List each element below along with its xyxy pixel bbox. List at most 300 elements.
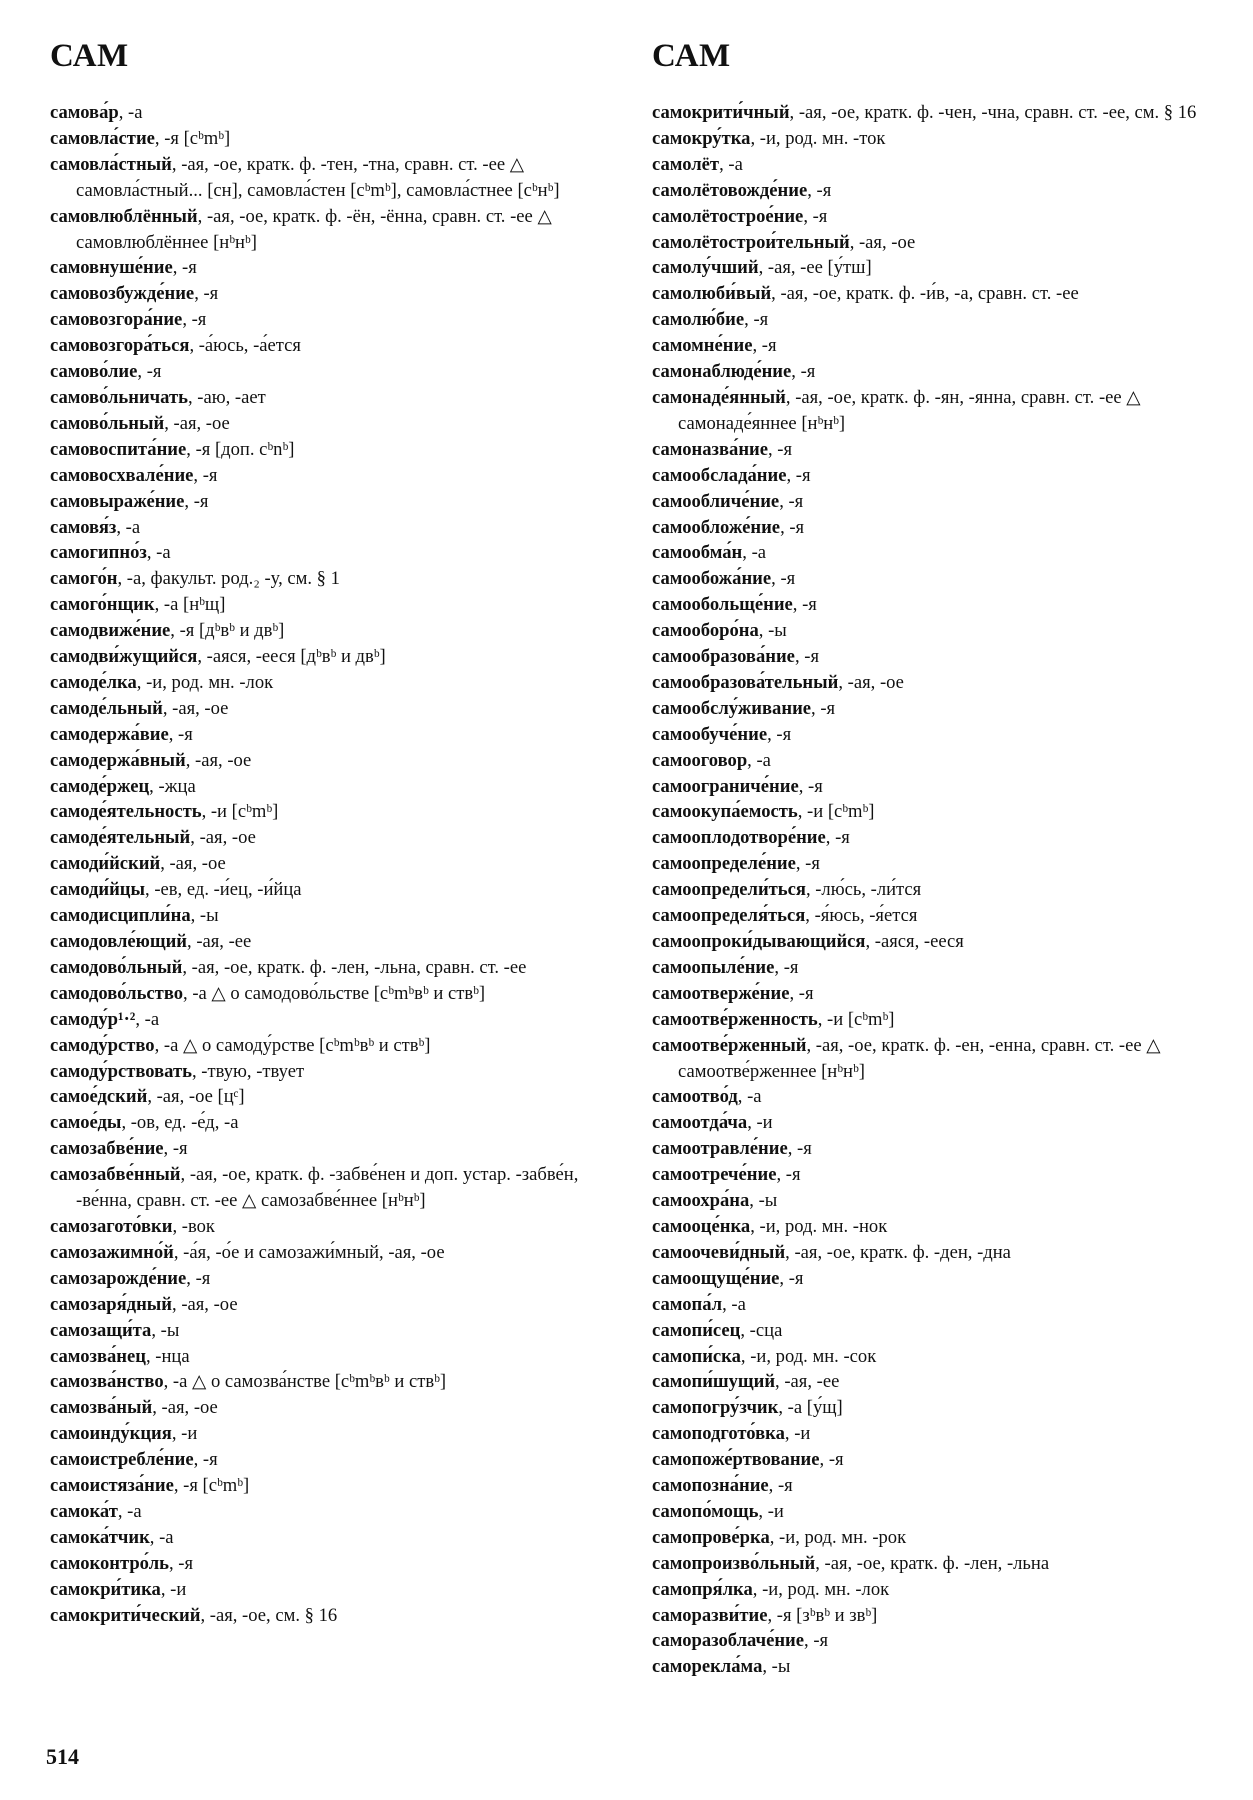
entry-grammar: , -и, род. мн. -лок: [136, 671, 274, 693]
dictionary-entry: [50, 748, 625, 774]
dictionary-entry: [652, 178, 1227, 204]
entry-headword: самооборо́на: [652, 620, 759, 642]
dictionary-entry: [652, 1007, 1227, 1033]
entry-grammar: , -а́я, -о́е и самозажи́мный, -ая, -ое: [173, 1241, 445, 1263]
entry-headword: самопогру́зчик: [652, 1397, 779, 1419]
entry-headword: самого́нщик: [50, 594, 155, 616]
entry-grammar: , -ая, -ое, кратк. ф. -тен, -тна, сравн. ст. -ее △ самовла́стный... [сн], самовла́стен [cᵇmᵇ], самовла́стнее [cᵇнᵇ]: [76, 153, 560, 201]
entry-grammar: , -а [у́щ]: [778, 1397, 843, 1419]
dictionary-entry: [652, 1188, 1227, 1214]
entry-grammar: , -сца: [740, 1319, 783, 1341]
dictionary-entry: [652, 825, 1227, 851]
entry-grammar: , -а: [146, 542, 171, 564]
entry-headword: самообма́н: [652, 542, 743, 564]
entry-grammar: , -ая, -ое, кратк. ф. -ён, -ённа, сравн. ст. -ее △ самовлюблённее [нᵇнᵇ]: [76, 205, 552, 253]
entry-grammar: , -ая, -ое, кратк. ф. -забве́нен и доп. устар. -забве́н, -ве́нна, сравн. ст. -ее △ самозабве́ннее [нᵇнᵇ]: [76, 1164, 579, 1212]
dictionary-entry: [50, 644, 625, 670]
dictionary-entry: [652, 1240, 1227, 1266]
dictionary-entry: [652, 1292, 1227, 1318]
dictionary-entry: [652, 540, 1227, 566]
dictionary-entry: [50, 1369, 625, 1395]
entry-grammar: , -я: [137, 361, 162, 383]
dictionary-entry: [50, 1136, 625, 1162]
dictionary-entry: [652, 1214, 1227, 1240]
entry-headword: саморазви́тие: [652, 1604, 768, 1626]
dictionary-entry: [50, 437, 625, 463]
left-entries: [50, 100, 625, 1628]
dictionary-entry: [50, 126, 625, 152]
entry-headword: самомне́ние: [652, 335, 753, 357]
entry-grammar: , -я: [811, 697, 836, 719]
entry-headword: самоотверже́ние: [652, 982, 790, 1004]
entry-grammar: , -а́юсь, -а́ется: [189, 335, 301, 357]
entry-headword: самозва́нец: [50, 1345, 146, 1367]
dictionary-entry: [50, 1499, 625, 1525]
dictionary-entry: [50, 955, 625, 981]
entry-headword: самово́льный: [50, 412, 165, 434]
entry-grammar: , -а: [135, 1008, 160, 1030]
dictionary-entry: [50, 540, 625, 566]
dictionary-entry: [652, 515, 1227, 541]
entry-headword: самовла́стный: [50, 153, 172, 175]
entry-headword: самодвиже́ние: [50, 620, 171, 642]
entry-grammar: , -ая, -ое, кратк. ф. -чен, -чна, сравн. ст. -ее, см. § 16: [789, 102, 1197, 123]
dictionary-entry: [50, 1473, 625, 1499]
dictionary-entry: [50, 1292, 625, 1318]
entry-headword: самоотравле́ние: [652, 1138, 788, 1160]
dictionary-entry: [50, 566, 625, 592]
dictionary-entry: [50, 489, 625, 515]
entry-grammar: , -я [доп. cᵇnᵇ]: [186, 438, 295, 460]
dictionary-entry: [50, 1525, 625, 1551]
entry-headword: самообольще́ние: [652, 594, 793, 616]
entry-grammar: , -ая, -ое, кратк. ф. -лен, -льна: [815, 1552, 1050, 1574]
entry-grammar: , -я: [774, 956, 799, 978]
entry-grammar: , -я: [780, 516, 805, 538]
entry-grammar: , -ая, -ое: [162, 697, 229, 719]
entry-grammar: , -я: [807, 179, 832, 201]
entry-grammar: , -а △ о самоду́рстве [cᵇmᵇвᵇ и ствᵇ]: [154, 1034, 431, 1056]
entry-grammar: , -и [cᵇmᵇ]: [201, 801, 279, 823]
entry-grammar: , -ев, ед. -и́ец, -и́йца: [145, 879, 302, 901]
entry-grammar: , -я: [744, 309, 769, 331]
dictionary-entry: [50, 1033, 625, 1059]
dictionary-entry: [652, 204, 1227, 230]
entry-headword: самопозна́ние: [652, 1475, 769, 1497]
entry-headword: самоопыле́ние: [652, 956, 775, 978]
entry-headword: самоpекла́ма: [652, 1656, 763, 1678]
dictionary-entry: [652, 981, 1227, 1007]
entry-headword: самодово́льство: [50, 982, 184, 1004]
entry-grammar: , -а: [742, 542, 767, 564]
entry-headword: самодовле́ющий: [50, 931, 188, 952]
entry-headword: самопрове́рка: [652, 1526, 770, 1548]
entry-headword: самолётострое́ние: [652, 205, 804, 227]
entry-grammar: , -я [cᵇmᵇ]: [173, 1475, 250, 1497]
entry-grammar: , -я: [792, 594, 817, 616]
entry-headword: самоде́ятельность: [50, 801, 202, 823]
entry-headword: самоокупа́емость: [652, 801, 798, 823]
entry-grammar: , -ы: [749, 1190, 778, 1212]
entry-grammar: , -я: [168, 723, 193, 745]
entry-grammar: , -и: [758, 1500, 784, 1522]
entry-headword: самоопредели́ться: [652, 879, 806, 901]
entry-headword: самово́лие: [50, 361, 138, 383]
dictionary-entry: [50, 825, 625, 851]
entry-headword: самова́р: [50, 102, 119, 123]
entry-grammar: , -я [зᵇвᵇ и звᵇ]: [767, 1604, 878, 1626]
entry-headword: самоконтро́ль: [50, 1552, 169, 1574]
entry-grammar: , -я: [184, 490, 209, 512]
entry-headword: самопа́л: [652, 1293, 723, 1315]
entry-grammar: , -ов, ед. -е́д, -а: [121, 1112, 239, 1134]
entry-headword: самовнуше́ние: [50, 257, 173, 279]
dictionary-entry: [652, 437, 1227, 463]
entry-grammar: , -я: [776, 1164, 801, 1186]
entry-grammar: , -ая, -ое, кратк. ф. -ден, -дна: [785, 1241, 1011, 1263]
dictionary-entry: [652, 1369, 1227, 1395]
entry-grammar: , -я: [794, 646, 819, 668]
dictionary-entry: [652, 748, 1227, 774]
entry-grammar: , -а: [747, 749, 771, 771]
entry-grammar: , -и, род. мн. -лок: [752, 1578, 890, 1600]
entry-headword: самоду́р¹·²: [50, 1008, 136, 1030]
dictionary-entry: [652, 929, 1227, 955]
entry-grammar: , -я: [798, 775, 823, 797]
entry-grammar: , -я: [163, 1138, 188, 1160]
entry-grammar: , -ая, -ее: [775, 1371, 840, 1393]
entry-headword: самодержа́вие: [50, 723, 169, 745]
entry-headword: самозарожде́ние: [50, 1267, 187, 1289]
entry-headword: самока́т: [50, 1500, 118, 1522]
dictionary-entry: [50, 1447, 625, 1473]
entry-grammar: , -я: [193, 1449, 218, 1471]
entry-headword: самоотве́рженность: [652, 1008, 818, 1030]
dictionary-entry: [50, 1007, 625, 1033]
entry-grammar: , -я: [825, 827, 850, 849]
entry-headword: самодержа́вный: [50, 749, 186, 771]
entry-headword: самое́ды: [50, 1112, 122, 1134]
dictionary-entry: [652, 1628, 1227, 1654]
entry-grammar: , -лю́сь, -ли́тся: [805, 879, 922, 901]
entry-headword: самовыраже́ние: [50, 490, 185, 512]
entry-grammar: , -я: [186, 1267, 211, 1289]
entry-grammar: , -твую, -твует: [191, 1060, 305, 1082]
entry-grammar: , -я: [795, 853, 820, 875]
entry-grammar: , -я: [803, 205, 828, 227]
entry-headword: самоде́льный: [50, 697, 163, 719]
entry-headword: самолёт: [652, 153, 720, 175]
entry-grammar: , -я: [789, 982, 814, 1004]
left-column: [50, 36, 625, 1628]
dictionary-entry: [652, 1447, 1227, 1473]
entry-headword: самопи́сец: [652, 1319, 741, 1341]
dictionary-entry: [50, 411, 625, 437]
dictionary-entry: [50, 592, 625, 618]
entry-grammar: , -и, род. мн. -сок: [740, 1345, 877, 1367]
dictionary-entry: [652, 255, 1227, 281]
entry-grammar: , -я: [193, 464, 218, 486]
entry-headword: самодово́льный: [50, 956, 183, 978]
entry-headword: самолу́чший: [652, 257, 759, 279]
dictionary-entry: [652, 1499, 1227, 1525]
entry-grammar: , -а: [117, 1500, 142, 1522]
entry-headword: самолю́бие: [652, 309, 745, 331]
entry-headword: самоду́рство: [50, 1034, 155, 1056]
entry-headword: самовла́стие: [50, 127, 155, 149]
entry-grammar: , -я [cᵇmᵇ]: [154, 127, 231, 149]
entry-grammar: , -аю, -ает: [187, 386, 266, 408]
dictionary-entry: [50, 1214, 625, 1240]
entry-grammar: , -я: [169, 1552, 194, 1574]
entry-headword: самоде́лка: [50, 671, 137, 693]
dictionary-entry: [652, 1136, 1227, 1162]
entry-headword: самовоспита́ние: [50, 438, 187, 460]
entry-headword: самоохра́на: [652, 1190, 750, 1212]
entry-grammar: , -ая, -ое: [838, 671, 904, 693]
entry-headword: самого́н: [50, 568, 118, 590]
running-head-right: САМ: [652, 38, 731, 74]
entry-headword: самообуче́ние: [652, 723, 768, 745]
entry-grammar: , -ая, -ое, кратк. ф. -ен, -енна, сравн. ст. -ее △ самоотве́рженнее [нᵇнᵇ]: [678, 1034, 1161, 1082]
entry-grammar: , -вок: [172, 1215, 215, 1237]
entry-headword: самонаде́янный: [652, 386, 786, 408]
entry-grammar: , -а [нᵇщ]: [154, 594, 226, 616]
entry-grammar: , -я: [787, 1138, 812, 1160]
entry-grammar: , -аяся, -ееся [дᵇвᵇ и двᵇ]: [197, 646, 386, 668]
entry-grammar: , -я: [804, 1630, 829, 1652]
entry-headword: самопоже́ртвование: [652, 1449, 820, 1471]
entry-grammar: , -я́юсь, -я́ется: [805, 905, 918, 927]
dictionary-entry: [652, 1033, 1227, 1085]
entry-grammar: , -и, род. мн. -рок: [769, 1526, 907, 1548]
entry-headword: самовосхвале́ние: [50, 464, 194, 486]
entry-headword: самопроизво́льный: [652, 1552, 816, 1574]
entry-grammar: , -а, факульт. род.₂ -у, см. § 1: [117, 568, 340, 590]
dictionary-entry: [50, 670, 625, 696]
entry-headword: самоощуще́ние: [652, 1267, 780, 1289]
entry-headword: самопи́шущий: [652, 1371, 776, 1393]
entry-headword: самокру́тка: [652, 127, 751, 149]
dictionary-entry: [652, 1084, 1227, 1110]
dictionary-entry: [50, 1577, 625, 1603]
entry-grammar: , -а: [722, 1293, 746, 1315]
entry-grammar: , -и: [747, 1112, 773, 1134]
dictionary-entry: [652, 799, 1227, 825]
dictionary-entry: [50, 1059, 625, 1085]
entry-headword: самозабве́ние: [50, 1138, 164, 1160]
entry-grammar: , -а △ о самозва́нстве [cᵇmᵇвᵇ и ствᵇ]: [163, 1371, 447, 1393]
dictionary-entry: [652, 100, 1227, 126]
entry-grammar: , -а: [118, 102, 143, 123]
dictionary-entry: [50, 385, 625, 411]
dictionary-entry: [50, 204, 625, 256]
entry-headword: самоограниче́ние: [652, 775, 799, 797]
dictionary-entry: [652, 333, 1227, 359]
dictionary-entry: [50, 618, 625, 644]
dictionary-entry: [50, 929, 625, 955]
entry-grammar: , -ая, -ое: [190, 827, 256, 849]
entry-headword: самокрити́ческий: [50, 1604, 201, 1626]
dictionary-entry: [50, 1162, 625, 1214]
entry-headword: самолётовожде́ние: [652, 179, 808, 201]
entry-grammar: , -ы: [190, 905, 219, 927]
entry-headword: самооплодотворе́ние: [652, 827, 826, 849]
entry-headword: самолётострои́тельный: [652, 231, 850, 253]
dictionary-entry: [652, 1577, 1227, 1603]
entry-grammar: , -ы: [762, 1656, 791, 1678]
entry-headword: самопи́ска: [652, 1345, 741, 1367]
dictionary-entry: [652, 489, 1227, 515]
dictionary-entry: [652, 955, 1227, 981]
entry-headword: самообложе́ние: [652, 516, 781, 538]
dictionary-entry: [652, 359, 1227, 385]
entry-grammar: , -ая, -ое, кратк. ф. -и́в, -а, сравн. ст. -ее: [771, 283, 1079, 305]
dictionary-entry: [50, 152, 625, 204]
entry-grammar: , -а △ о самодово́льстве [cᵇmᵇвᵇ и ствᵇ]: [183, 982, 486, 1004]
entry-headword: самозва́ный: [50, 1397, 153, 1419]
entry-headword: самозагото́вки: [50, 1215, 173, 1237]
dictionary-entry: [652, 1525, 1227, 1551]
dictionary-entry: [50, 1395, 625, 1421]
entry-headword: самоде́ржец: [50, 775, 150, 797]
entry-grammar: , -и [cᵇmᵇ]: [817, 1008, 895, 1030]
entry-grammar: , -я: [768, 438, 793, 460]
dictionary-entry: [652, 126, 1227, 152]
entry-grammar: , -я: [786, 464, 811, 486]
entry-grammar: , -ая, -ое: [172, 1293, 238, 1315]
entry-grammar: , -ая, -ое: [152, 1397, 218, 1419]
entry-headword: самокри́тика: [50, 1578, 161, 1600]
entry-headword: самообразова́ние: [652, 646, 795, 668]
dictionary-entry: [50, 1110, 625, 1136]
entry-headword: самовя́з: [50, 516, 117, 538]
entry-headword: самокрити́чный: [652, 102, 790, 123]
entry-headword: самоназва́ние: [652, 438, 768, 460]
entry-headword: самозащи́та: [50, 1319, 152, 1341]
page-number: 514: [46, 1744, 79, 1769]
entry-grammar: , -и: [784, 1423, 811, 1445]
entry-grammar: , -я: [779, 490, 804, 512]
entry-headword: самоистяза́ние: [50, 1475, 174, 1497]
dictionary-entry: [50, 877, 625, 903]
entry-grammar: , -ая, -ое: [185, 749, 252, 771]
entry-headword: самово́льничать: [50, 386, 188, 408]
entry-grammar: , -жца: [149, 775, 196, 797]
entry-grammar: , -и, род. мн. -ток: [750, 127, 886, 149]
dictionary-entry: [50, 100, 625, 126]
dictionary-entry: [652, 1344, 1227, 1370]
entry-headword: самообслу́живание: [652, 697, 812, 719]
dictionary-entry: [652, 281, 1227, 307]
entry-headword: самое́дский: [50, 1086, 148, 1108]
entry-grammar: , -ая, -ое: [849, 231, 916, 253]
dictionary-entry: [50, 333, 625, 359]
entry-headword: самоопределя́ться: [652, 905, 806, 927]
dictionary-entry: [652, 1162, 1227, 1188]
dictionary-entry: [50, 1551, 625, 1577]
dictionary-entry: [50, 851, 625, 877]
entry-headword: самозажимно́й: [50, 1241, 174, 1263]
entry-headword: самоистребле́ние: [50, 1449, 194, 1471]
entry-headword: самовлюблённый: [50, 205, 198, 227]
entry-headword: самоде́ятельный: [50, 827, 191, 849]
entry-grammar: , -я: [767, 723, 792, 745]
entry-grammar: , -я: [768, 1475, 793, 1497]
entry-grammar: , -я: [771, 568, 796, 590]
entry-grammar: , -ая, -ое, кратк. ф. -ян, -янна, сравн. ст. -ее △ самонаде́яннее [нᵇнᵇ]: [678, 386, 1141, 434]
entry-grammar: , -ая, -ее: [187, 931, 252, 952]
dictionary-entry: [50, 903, 625, 929]
entry-headword: самооце́нка: [652, 1215, 751, 1237]
dictionary-entry: [652, 774, 1227, 800]
entry-headword: самоотве́рженный: [652, 1034, 807, 1056]
dictionary-entry: [652, 618, 1227, 644]
entry-headword: самоотрече́ние: [652, 1164, 777, 1186]
dictionary-entry: [652, 566, 1227, 592]
dictionary-entry: [50, 1318, 625, 1344]
dictionary-entry: [652, 1603, 1227, 1629]
dictionary-entry: [652, 670, 1227, 696]
entry-headword: самозаря́дный: [50, 1293, 173, 1315]
entry-headword: самовозгора́ться: [50, 335, 190, 357]
entry-grammar: , -и, род. мн. -нок: [750, 1215, 888, 1237]
dictionary-entry: [652, 1395, 1227, 1421]
entry-grammar: , -я: [819, 1449, 844, 1471]
entry-grammar: , -ая, -ое [цᶜ]: [147, 1086, 245, 1108]
entry-grammar: , -я: [791, 361, 816, 383]
entry-headword: самоди́йцы: [50, 879, 146, 901]
entry-grammar: , -и: [171, 1423, 198, 1445]
entry-grammar: , -ы: [758, 620, 787, 642]
entry-headword: самоотда́ча: [652, 1112, 748, 1134]
dictionary-entry: [50, 463, 625, 489]
dictionary-entry: [50, 1344, 625, 1370]
dictionary-entry: [652, 722, 1227, 748]
entry-grammar: , -ая, -ое, кратк. ф. -лен, -льна, сравн. ст. -ее: [182, 956, 527, 978]
right-entries: [652, 100, 1227, 1680]
entry-grammar: , -а: [116, 516, 141, 538]
entry-grammar: , -ая, -ее [у́тш]: [758, 257, 872, 279]
entry-headword: саморазоблаче́ние: [652, 1630, 805, 1652]
dictionary-entry: [50, 1266, 625, 1292]
entry-grammar: , -а: [719, 153, 743, 175]
dictionary-entry: [50, 1084, 625, 1110]
entry-headword: самозабве́нный: [50, 1164, 181, 1186]
dictionary-entry: [50, 799, 625, 825]
dictionary-entry: [652, 1551, 1227, 1577]
dictionary-entry: [652, 1110, 1227, 1136]
dictionary-entry: [652, 230, 1227, 256]
entry-grammar: , -я: [182, 309, 207, 331]
entry-headword: самодисципли́на: [50, 905, 191, 927]
entry-headword: самолюби́вый: [652, 283, 772, 305]
entry-grammar: , -а: [737, 1086, 762, 1108]
entry-grammar: , -нца: [145, 1345, 190, 1367]
dictionary-entry: [652, 592, 1227, 618]
entry-headword: самока́тчик: [50, 1526, 150, 1548]
entry-headword: самовозгора́ние: [50, 309, 183, 331]
dictionary-entry: [652, 1421, 1227, 1447]
entry-headword: самоопределе́ние: [652, 853, 796, 875]
dictionary-entry: [652, 1654, 1227, 1680]
dictionary-entry: [50, 774, 625, 800]
dictionary-entry: [50, 255, 625, 281]
entry-headword: самообличе́ние: [652, 490, 780, 512]
entry-headword: самогипно́з: [50, 542, 147, 564]
dictionary-entry: [652, 644, 1227, 670]
dictionary-entry: [652, 1318, 1227, 1344]
